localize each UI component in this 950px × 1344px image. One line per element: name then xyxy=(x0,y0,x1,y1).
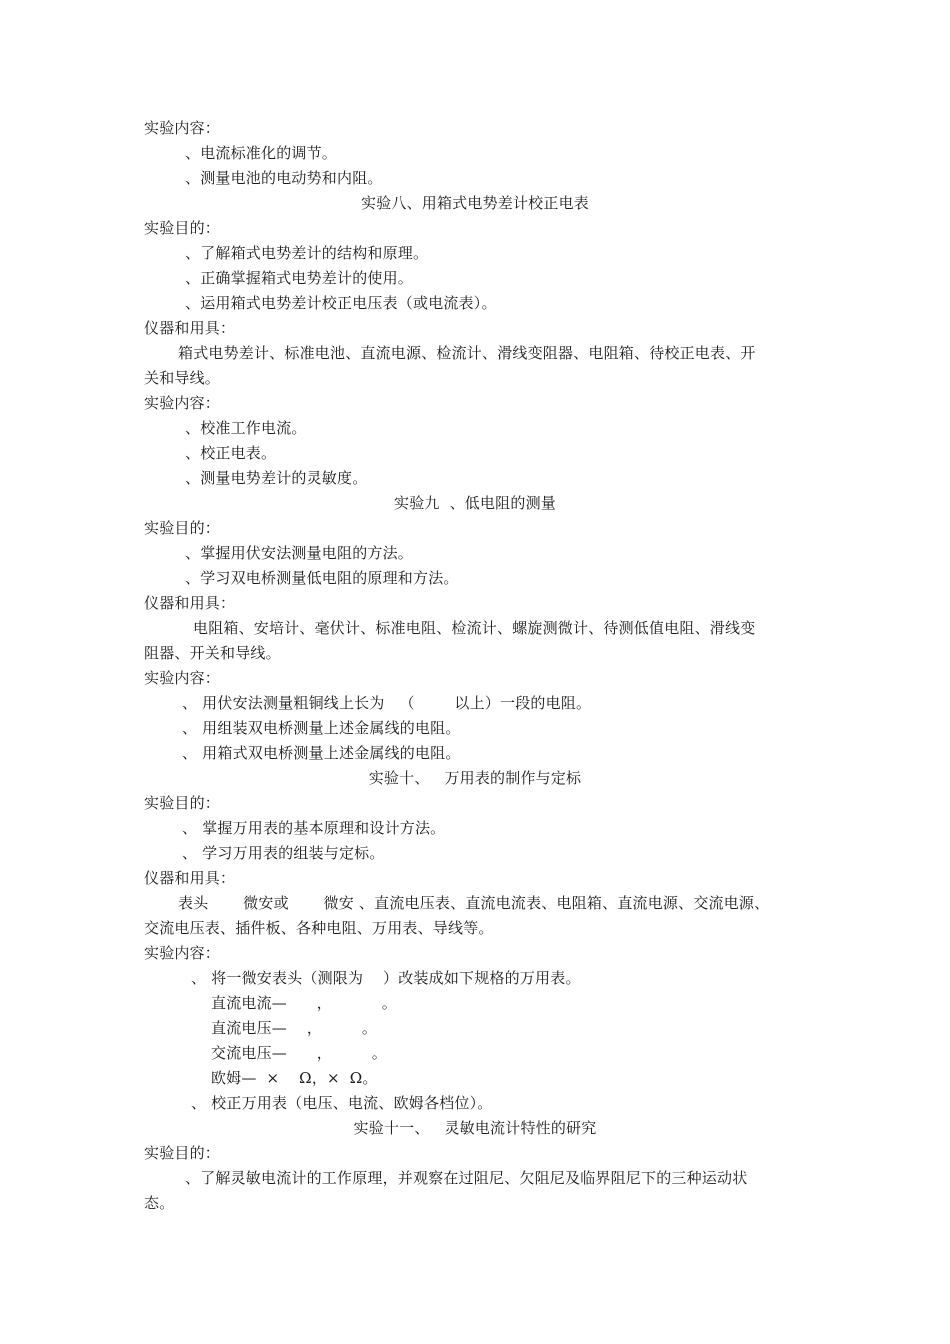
list-item: 、电流标准化的调节。 xyxy=(185,144,338,162)
paragraph-line: 表头 微安或 微安 、直流电压表、直流电流表、电阻箱、直流电源、交流电源、 xyxy=(178,894,770,912)
experiment-title: 实验十、 万用表的制作与定标 xyxy=(368,769,582,787)
paragraph-line: 箱式电势差计、标准电池、直流电源、检流计、滑线变阻器、电阻箱、待校正电表、开 xyxy=(178,344,756,362)
list-item: 、运用箱式电势差计校正电压表（或电流表）。 xyxy=(185,294,497,312)
list-item: 、 学习万用表的组装与定标。 xyxy=(182,844,385,862)
list-item: 、正确掌握箱式电势差计的使用。 xyxy=(185,269,414,287)
list-item: 、测量电池的电动势和内阻。 xyxy=(185,169,383,187)
experiment-title: 实验八、用箱式电势差计校正电表 xyxy=(360,194,589,212)
spec-line: 欧姆— × Ω，× Ω。 xyxy=(211,1069,378,1087)
experiment-title: 实验九 、低电阻的测量 xyxy=(394,494,556,512)
section-heading-content: 实验内容： xyxy=(144,944,221,962)
paragraph-line: 交流电压表、插件板、各种电阻、万用表、导线等。 xyxy=(144,919,494,937)
list-item: 、了解灵敏电流计的工作原理，并观察在过阻尼、欠阻尼及临界阻尼下的三种运动状 xyxy=(185,1169,748,1187)
list-item: 、 用伏安法测量粗铜线上长为 （ 以上）一段的电阻。 xyxy=(182,694,592,712)
list-item: 、 掌握万用表的基本原理和设计方法。 xyxy=(182,819,446,837)
section-heading-purpose: 实验目的： xyxy=(144,794,221,812)
list-item: 、 用组装双电桥测量上述金属线的电阻。 xyxy=(182,719,461,737)
section-heading-content: 实验内容： xyxy=(144,119,221,137)
paragraph-line: 关和导线。 xyxy=(144,369,221,387)
section-heading-purpose: 实验目的： xyxy=(144,219,221,237)
spec-line: 直流电压— ， 。 xyxy=(211,1019,378,1037)
list-item: 、校准工作电流。 xyxy=(185,419,307,437)
section-heading-equipment: 仪器和用具： xyxy=(144,319,236,337)
section-heading-purpose: 实验目的： xyxy=(144,1144,221,1162)
list-item: 、 将一微安表头（测限为 ）改装成如下规格的万用表。 xyxy=(191,969,581,987)
list-item: 、校正电表。 xyxy=(185,444,277,462)
experiment-title: 实验十一、 灵敏电流计特性的研究 xyxy=(353,1119,597,1137)
section-heading-equipment: 仪器和用具： xyxy=(144,594,236,612)
section-heading-equipment: 仪器和用具： xyxy=(144,869,236,887)
list-item: 、掌握用伏安法测量电阻的方法。 xyxy=(185,544,414,562)
spec-line: 直流电流— ， 。 xyxy=(211,994,397,1012)
spec-line: 交流电压— ， 。 xyxy=(211,1044,387,1062)
paragraph-line: 阻器、开关和导线。 xyxy=(144,644,281,662)
section-heading-content: 实验内容： xyxy=(144,669,221,687)
list-item: 、学习双电桥测量低电阻的原理和方法。 xyxy=(185,569,459,587)
list-item: 、测量电势差计的灵敏度。 xyxy=(185,469,368,487)
paragraph-line: 态。 xyxy=(144,1194,175,1212)
section-heading-content: 实验内容： xyxy=(144,394,221,412)
paragraph-line: 电阻箱、安培计、毫伏计、标准电阻、检流计、螺旋测微计、待测低值电阻、滑线变 xyxy=(193,619,756,637)
list-item: 、了解箱式电势差计的结构和原理。 xyxy=(185,244,429,262)
list-item: 、 用箱式双电桥测量上述金属线的电阻。 xyxy=(182,744,461,762)
section-heading-purpose: 实验目的： xyxy=(144,519,221,537)
list-item: 、 校正万用表（电压、电流、欧姆各档位）。 xyxy=(191,1094,493,1112)
